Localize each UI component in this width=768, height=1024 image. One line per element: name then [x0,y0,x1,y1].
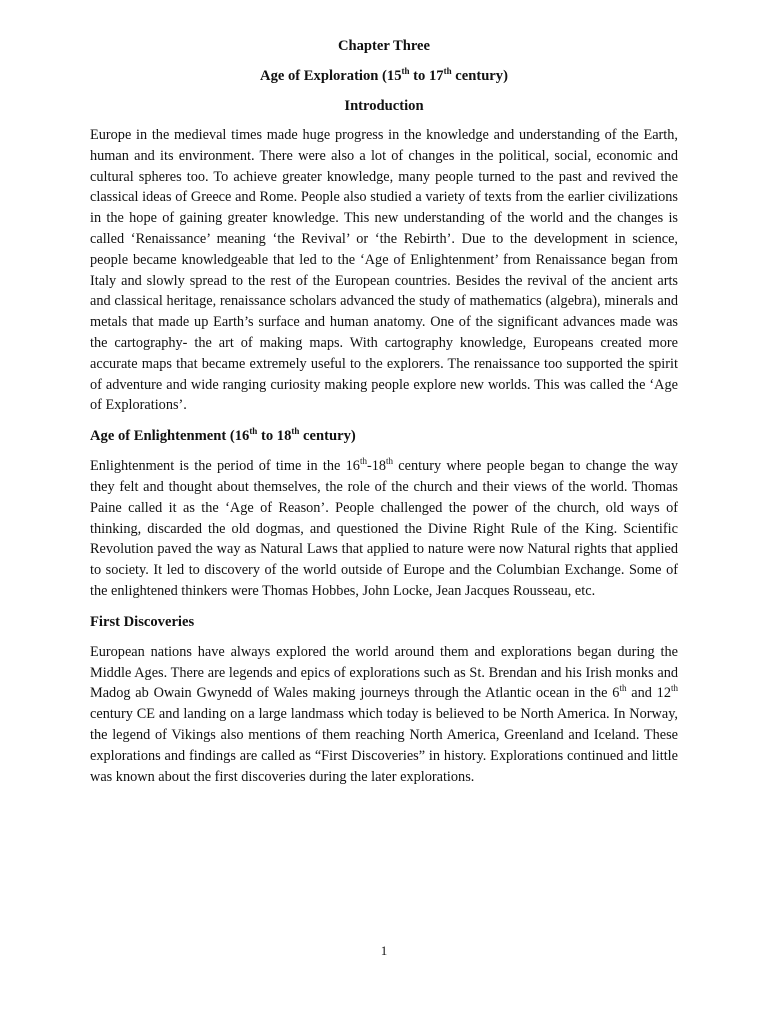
enlightenment-heading: Age of Enlightenment (16th to 18th century) [90,426,356,445]
introduction-heading: Introduction [344,98,424,114]
first-discoveries-paragraph: European nations have always explored the world around them and explorations began during the Middle Ages. There are legends and epics of explorations such as St. Brendan and his Irish monks and Madog ab Owain Gwynedd of Wales making journeys through the Atlantic ocean in the 6th and 12th century CE and landing on a large landmass which today is believed to be North America. In Norway, the legend of Vikings also mentions of them reaching North America, Greenland and Iceland. These explorations and findings are called as “First Discoveries” in history. Explorations continued and little was known about the first discoveries during the later explorations. [90,643,678,785]
age-of-exploration-heading: Age of Exploration (15th to 17th century) [260,66,508,84]
first-discoveries-heading: First Discoveries [90,613,195,630]
page-number: 1 [380,943,388,958]
document-page [90,36,678,787]
enlightenment-paragraph: Enlightenment is the period of time in the 16th-18th century where people began to change the way they felt and thought about themselves, the role of the church and their views of the world. Thomas Paine called it as the ‘Age of Reason’. People challenged the power of the church, old ways of thinking, discarded the old dogmas, and questioned the Divine Right Rule of the King. Scientific Revolution paved the way as Natural Laws that applied to nature were now Natural rights that applied to society. It led to discovery of the world outside of Europe and the Columbian Exchange. Some of the enlightened thinkers were Thomas Hobbes, John Locke, Jean Jacques Rousseau, etc. [90,456,678,599]
chapter-title: Chapter Three [337,38,431,54]
introduction-paragraph: Europe in the medieval times made huge progress in the knowledge and understanding of the Earth, human and its environment. There were also a lot of changes in the political, social, economic and cultural spheres too. To achieve greater knowledge, many people turned to the past and revived the classical ideas of Greece and Rome. People also studied a variety of texts from the earlier civilizations in the hope of gaining greater knowledge. This new understanding of the world and the changes is called ‘Renaissance’ meaning ‘the Revival’ or ‘the Rebirth’. Due to the development in science, people became knowledgeable that led to the ‘Age of Enlightenment’ from Renaissance began from Italy and slowly spread to the rest of the European countries. Besides the revival of the ancient arts and classical heritage, renaissance scholars advanced the study of mathematics (algebra), minerals and metals that made up Earth’s surface and human anatomy. One of the significant advances made was the cartography- the art of making maps. With cartography knowledge, Europeans created more accurate maps that became extremely useful to the explorers. The renaissance too supported the spirit of adventure and wide ranging curiosity making people explore new worlds. This was called the ‘Age of Explorations’. [90,127,678,414]
